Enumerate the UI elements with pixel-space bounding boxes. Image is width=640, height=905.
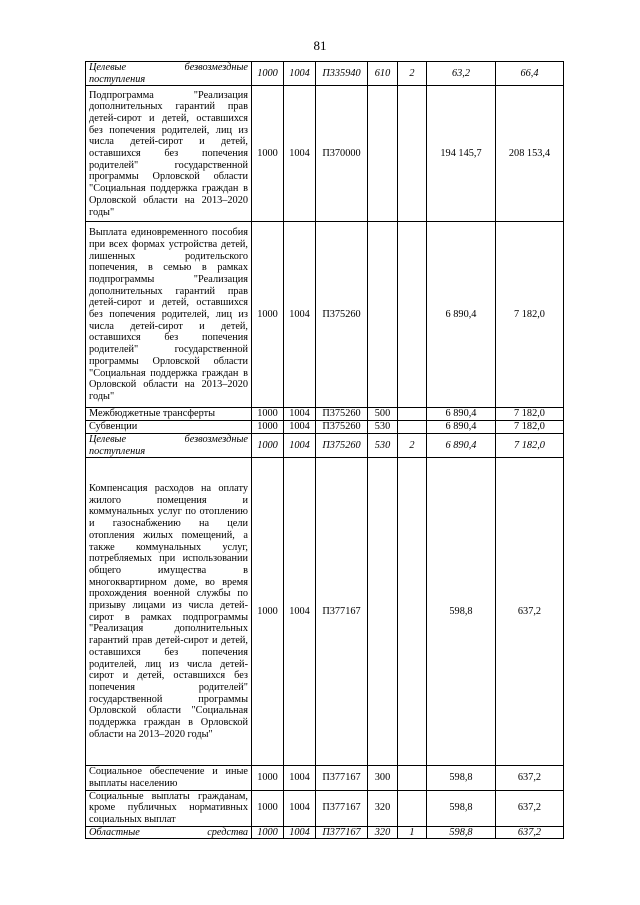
amount-year1-cell: 598,8 xyxy=(427,826,496,839)
row-name-cell: Целевые безвозмездные поступления xyxy=(86,62,252,86)
expense-type-cell xyxy=(368,86,398,222)
amount-year2-cell: 208 153,4 xyxy=(496,86,564,222)
amount-year1-cell: 194 145,7 xyxy=(427,86,496,222)
amount-year1-cell: 598,8 xyxy=(427,458,496,766)
row-name-cell: Субвенции xyxy=(86,421,252,434)
target-article-cell: П335940 xyxy=(316,62,368,86)
table-row xyxy=(86,408,564,421)
amount-year1-cell: 6 890,4 xyxy=(427,433,496,457)
section-cell: 1000 xyxy=(252,222,284,408)
funding-source-cell xyxy=(398,458,427,766)
subsection-cell: 1004 xyxy=(284,826,316,839)
table-row xyxy=(86,421,564,434)
section-cell: 1000 xyxy=(252,458,284,766)
row-name-cell: Выплата единовременного пособия при всех формах устройства детей, лишенных родительского попечения, в семью в рамках подпрограммы "Реализация дополнительных гарантий прав детей-сирот и детей, оставшихся без попечения родителей, лиц из числа детей-сирот и детей, оставшихся без попечения родителей" государственной программы Орловской области "Социальная поддержка граждан в Орловской области на 2013–2020 годы" xyxy=(86,222,252,408)
amount-year2-cell: 637,2 xyxy=(496,458,564,766)
row-name-cell: Межбюджетные трансферты xyxy=(86,408,252,421)
amount-year2-cell: 7 182,0 xyxy=(496,408,564,421)
amount-year1-cell: 63,2 xyxy=(427,62,496,86)
expense-type-cell: 530 xyxy=(368,421,398,434)
target-article-cell: П375260 xyxy=(316,421,368,434)
funding-source-cell: 1 xyxy=(398,826,427,839)
section-cell: 1000 xyxy=(252,826,284,839)
target-article-cell: П370000 xyxy=(316,86,368,222)
amount-year1-cell: 6 890,4 xyxy=(427,222,496,408)
table-row xyxy=(86,766,564,790)
expense-type-cell: 500 xyxy=(368,408,398,421)
target-article-cell: П377167 xyxy=(316,790,368,826)
row-name-cell: Компенсация расходов на оплату жилого помещения и коммунальных услуг по отоплению и газоснабжению на цели отопления жилых помещений, а также коммунальных услуг, потребляемых при использовании общего имущества в многоквартирном доме, во время прохождения военной службы по призыву лицами из числа детей-сирот в рамках подпрограммы "Реализация дополнительных гарантий прав детей-сирот и детей, оставшихся без попечения родителей, лиц из числа детей-сирот и детей, оставшихся без попечения родителей" государственной программы Орловской области "Социальная поддержка граждан в Орловской области на 2013–2020 годы" xyxy=(86,458,252,766)
row-name-cell: Подпрограмма "Реализация дополнительных гарантий прав детей-сирот и детей, оставшихся без попечения родителей, лиц из числа детей-сирот и детей, оставшихся без попечения родителей" государственной программы Орловской области "Социальная поддержка граждан в Орловской области на 2013–2020 годы" xyxy=(86,86,252,222)
subsection-cell: 1004 xyxy=(284,790,316,826)
page-number: 81 xyxy=(313,38,327,53)
subsection-cell: 1004 xyxy=(284,222,316,408)
expense-type-cell: 300 xyxy=(368,766,398,790)
subsection-cell: 1004 xyxy=(284,458,316,766)
row-name-cell: Социальные выплаты гражданам, кроме публичных нормативных социальных выплат xyxy=(86,790,252,826)
target-article-cell: П377167 xyxy=(316,826,368,839)
table-row xyxy=(86,62,564,86)
amount-year2-cell: 637,2 xyxy=(496,826,564,839)
funding-source-cell xyxy=(398,421,427,434)
subsection-cell: 1004 xyxy=(284,86,316,222)
funding-source-cell: 2 xyxy=(398,62,427,86)
table-row xyxy=(86,826,564,839)
table-row xyxy=(86,458,564,766)
amount-year2-cell: 7 182,0 xyxy=(496,222,564,408)
table-row xyxy=(86,433,564,457)
amount-year2-cell: 637,2 xyxy=(496,766,564,790)
amount-year1-cell: 6 890,4 xyxy=(427,408,496,421)
row-name-cell: Целевые безвозмездные поступления xyxy=(86,433,252,457)
expense-type-cell: 320 xyxy=(368,790,398,826)
subsection-cell: 1004 xyxy=(284,766,316,790)
subsection-cell: 1004 xyxy=(284,433,316,457)
subsection-cell: 1004 xyxy=(284,408,316,421)
funding-source-cell xyxy=(398,408,427,421)
amount-year1-cell: 598,8 xyxy=(427,766,496,790)
amount-year2-cell: 7 182,0 xyxy=(496,433,564,457)
funding-source-cell xyxy=(398,86,427,222)
section-cell: 1000 xyxy=(252,421,284,434)
expense-type-cell xyxy=(368,458,398,766)
funding-source-cell xyxy=(398,222,427,408)
amount-year2-cell: 7 182,0 xyxy=(496,421,564,434)
section-cell: 1000 xyxy=(252,62,284,86)
section-cell: 1000 xyxy=(252,433,284,457)
funding-source-cell: 2 xyxy=(398,433,427,457)
expense-type-cell: 610 xyxy=(368,62,398,86)
section-cell: 1000 xyxy=(252,408,284,421)
expense-type-cell: 320 xyxy=(368,826,398,839)
section-cell: 1000 xyxy=(252,790,284,826)
amount-year1-cell: 6 890,4 xyxy=(427,421,496,434)
target-article-cell: П377167 xyxy=(316,458,368,766)
table-body xyxy=(86,62,564,839)
expense-type-cell: 530 xyxy=(368,433,398,457)
amount-year2-cell: 66,4 xyxy=(496,62,564,86)
section-cell: 1000 xyxy=(252,86,284,222)
amount-year2-cell: 637,2 xyxy=(496,790,564,826)
target-article-cell: П377167 xyxy=(316,766,368,790)
budget-table xyxy=(85,61,564,839)
amount-year1-cell: 598,8 xyxy=(427,790,496,826)
table-row xyxy=(86,86,564,222)
funding-source-cell xyxy=(398,790,427,826)
table-row xyxy=(86,222,564,408)
row-name-cell: Социальное обеспечение и иные выплаты населению xyxy=(86,766,252,790)
section-cell: 1000 xyxy=(252,766,284,790)
target-article-cell: П375260 xyxy=(316,433,368,457)
row-name-cell: Областные средства xyxy=(86,826,252,839)
target-article-cell: П375260 xyxy=(316,408,368,421)
target-article-cell: П375260 xyxy=(316,222,368,408)
funding-source-cell xyxy=(398,766,427,790)
table-row xyxy=(86,790,564,826)
subsection-cell: 1004 xyxy=(284,62,316,86)
expense-type-cell xyxy=(368,222,398,408)
subsection-cell: 1004 xyxy=(284,421,316,434)
